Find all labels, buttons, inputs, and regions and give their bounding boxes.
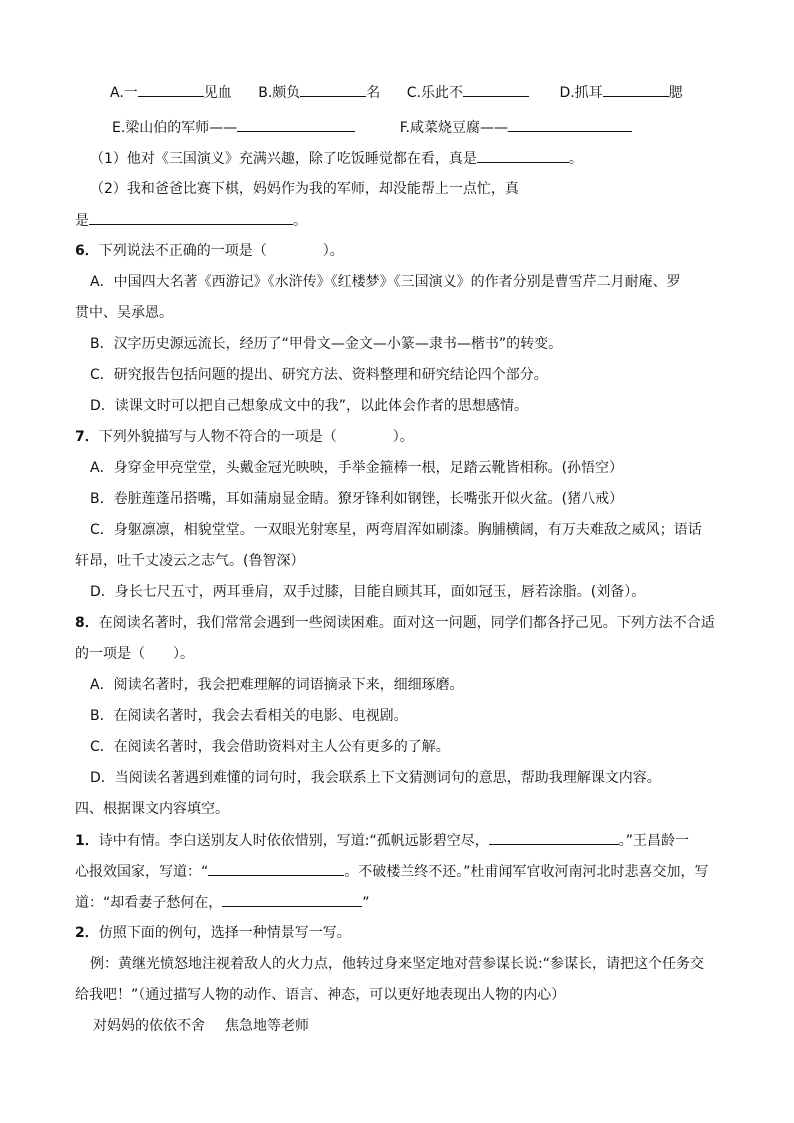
idiom-row-1 [110, 82, 683, 103]
idiom-e: E.梁山伯的军师—— [112, 120, 355, 136]
q7-option-a[interactable]: A．身穿金甲亮堂堂，头戴金冠光映映，手举金箍棒一根，足踏云靴皆相称。(孙悟空） [90, 460, 624, 476]
q8-option-c[interactable]: C．在阅读名著时，我会借助资料对主人公有更多的了解。 [90, 739, 450, 755]
q7-option-b[interactable]: B．卷脏莲蓬吊搭嘴，耳如蒲扇显金睛。獠牙锋利如钢锉，长嘴张开似火盆。(猪八戒） [90, 491, 624, 507]
fill-sentence-1: （1）他对《三国演义》充满兴趣，除了吃饭睡觉都在看，真是 。 [90, 148, 583, 169]
idiom-a: A.一 见血 [110, 85, 232, 101]
q6-option-a-line1[interactable]: A．中国四大名著《西游记》《水浒传》《红楼梦》《三国演义》的作者分别是曹雪芹二月耐庵、罗 [90, 274, 681, 290]
idiom-f: F.咸菜烧豆腐—— [400, 120, 632, 136]
scenario-option-2[interactable]: 焦急地等老师 [225, 1018, 309, 1034]
q8-option-b[interactable]: B．在阅读名著时，我会去看相关的电影、电视剧。 [90, 708, 408, 724]
example-line2: 给我吧！”（通过描写人物的动作、语言、神态，可以更好地表现出人物的内心） [75, 987, 566, 1003]
q8-option-d[interactable]: D．当阅读名著遇到难懂的词句时，我会联系上下文猜测词句的意思，帮助我理解课文内容。 [90, 770, 661, 786]
poem-fill-line2: 心报效国家，写道：“ 。不破楼兰终不还。”杜甫闻军官收河南河北时悲喜交加，写 [75, 861, 709, 882]
poem-blank-2[interactable] [208, 861, 344, 876]
poem-fill-line1: 1．诗中有情。李白送别友人时依依惜别，写道:“孤帆远影碧空尽， 。”王昌龄一 [75, 830, 689, 851]
idiom-b-blank[interactable] [300, 82, 366, 97]
q7-stem: 7．下列外貌描写与人物不符合的一项是（ ）。 [75, 429, 414, 445]
q7-option-d[interactable]: D．身长七尺五寸，两耳垂肩，双手过膝，目能自顾其耳，面如冠玉，唇若涂脂。(刘备）。 [90, 584, 646, 600]
scenario-option-1[interactable]: 对妈妈的依依不舍 [93, 1018, 205, 1034]
idiom-e-blank[interactable] [237, 117, 355, 132]
idiom-f-blank[interactable] [508, 117, 632, 132]
q8-stem-line1: 8．在阅读名著时，我们常常会遇到一些阅读困难。面对这一问题，同学们都各抒己见。下列方法不合适 [75, 615, 715, 631]
q6-option-a-line2: 贯中、吴承恩。 [75, 305, 173, 321]
idiom-row-2 [112, 117, 632, 138]
poem-fill-line3: 道：“却看妻子愁何在， ” [75, 892, 370, 913]
q7-option-c-line1[interactable]: C．身躯凛凛，相貌堂堂。一双眼光射寒星，两弯眉浑如刷漆。胸脯横阔，有万夫难敌之威风；语话 [90, 522, 702, 538]
q8-stem-line2: 的一项是（ ）。 [75, 646, 194, 662]
scenario-options [93, 1016, 309, 1036]
idiom-a-blank[interactable] [138, 82, 204, 97]
q7-option-c-line2: 轩昂，吐千丈凌云之志气。(鲁智深） [75, 553, 305, 569]
idiom-b: B.颇负 名 [258, 85, 380, 101]
idiom-c: C.乐此不 [407, 85, 529, 101]
example-line1: 例：黄继光愤怒地注视着敌人的火力点，他转过身来坚定地对营参谋长说:“参谋长，请把这个任务交 [90, 956, 704, 972]
q6-option-c[interactable]: C．研究报告包括问题的提出、研究方法、资料整理和研究结论四个部分。 [90, 367, 548, 383]
fill-1-blank[interactable] [477, 148, 569, 163]
imitate-stem: 2．仿照下面的例句，选择一种情景写一写。 [75, 925, 351, 941]
poem-blank-1[interactable] [489, 830, 619, 845]
fill-sentence-2-line1: （2）我和爸爸比赛下棋，妈妈作为我的军师，却没能帮上一点忙，真 [90, 181, 519, 197]
idiom-d: D.抓耳 腮 [559, 85, 682, 101]
q8-option-a[interactable]: A．阅读名著时，我会把难理解的词语摘录下来，细细琢磨。 [90, 677, 464, 693]
q6-stem: 6．下列说法不正确的一项是（ ）。 [75, 243, 344, 259]
poem-blank-3[interactable] [222, 892, 362, 907]
idiom-d-blank[interactable] [603, 82, 669, 97]
fill-sentence-2-line2: 是 。 [75, 210, 307, 231]
fill-2-blank[interactable] [89, 210, 293, 225]
q6-option-d[interactable]: D．读课文时可以把自己想象成文中的我”，以此体会作者的思想感情。 [90, 398, 529, 414]
q6-option-b[interactable]: B．汉字历史源远流长，经历了“甲骨文—金文—小篆—隶书—楷书”的转变。 [90, 336, 563, 352]
idiom-c-blank[interactable] [463, 82, 529, 97]
section-4-title: 四、根据课文内容填空。 [75, 801, 229, 817]
